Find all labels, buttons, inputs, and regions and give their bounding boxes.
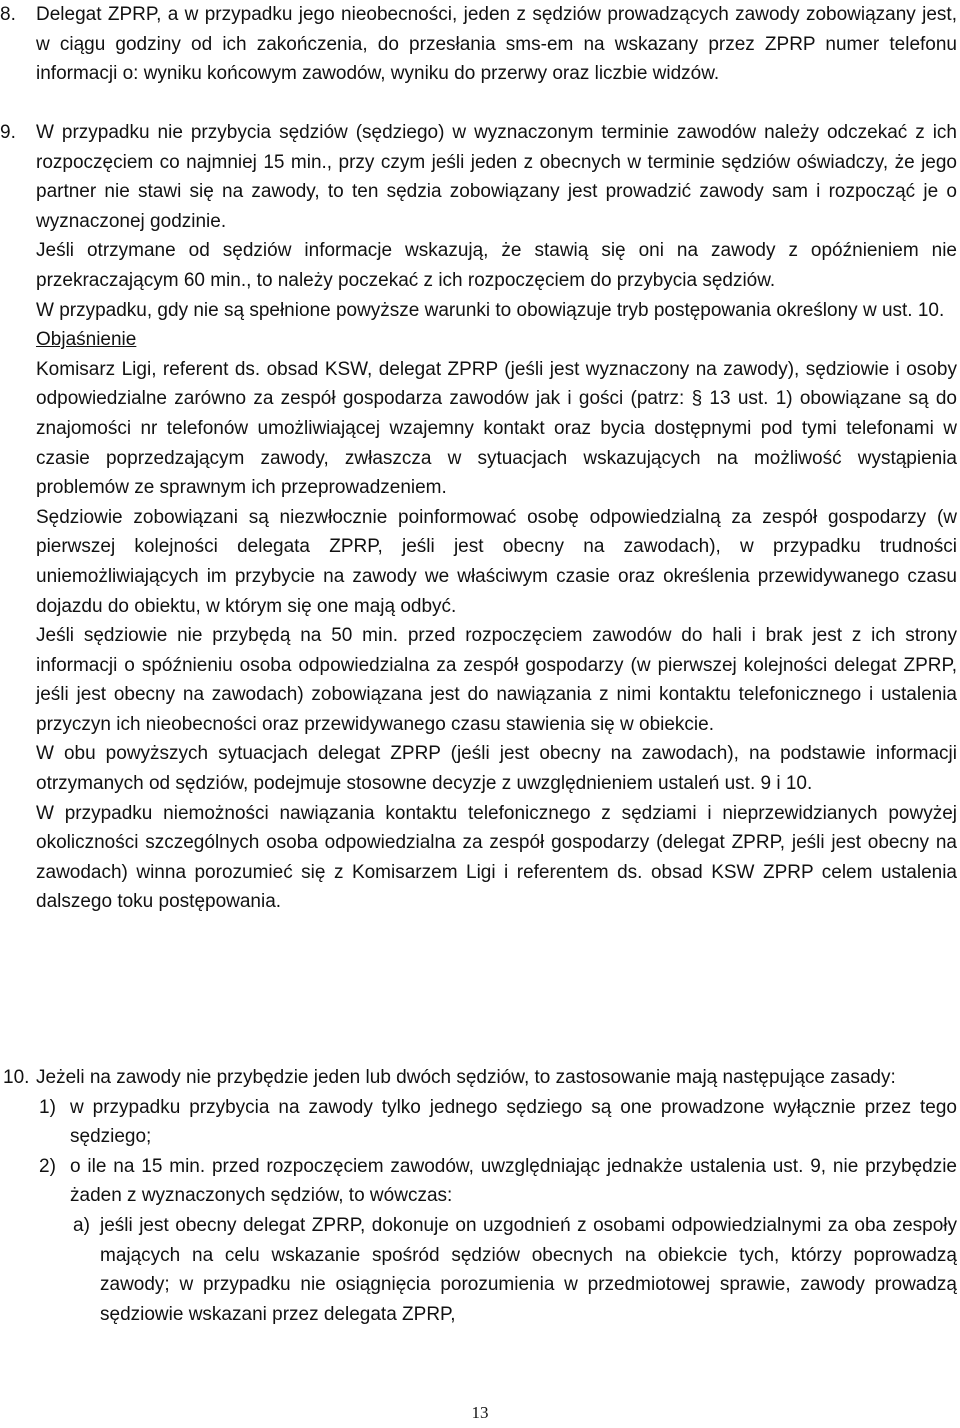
explanation-paragraph: W przypadku niemożności nawiązania kontaktu telefonicznego z sędziami i nieprzewidzianych powyżej okoliczności szczególnych osoba odpowiedzialna za zespół gospodarzy (delegat ZPRP, jeśli jest obecny na zawodach) winna porozumieć się z Komisarzem Ligi i referentem ds. obsad KSW ZPRP celem ustalenia dalszego toku postępowania. bbox=[36, 802, 957, 913]
explanation-heading: Objaśnienie bbox=[36, 329, 137, 351]
section-item-9 bbox=[0, 118, 960, 917]
section-item-10 bbox=[0, 1063, 960, 1329]
sub-sub-item-number: a) bbox=[73, 1214, 90, 1236]
item-paragraph: W przypadku nie przybycia sędziów (sędziego) w wyznaczonym terminie zawodów należy odczekać z ich rozpoczęciem co najmniej 15 min., przy czym jeśli jeden z obecnych w terminie sędziów oświadczy, że jego partner nie stawi się na zawody, to ten sędzia zobowiązany jest prowadzić zawody sam i rozpocząć je o wyznaczonej godzinie. bbox=[36, 122, 957, 232]
sub-item-text: o ile na 15 min. przed rozpoczęciem zawodów, uwzględniając jednakże ustalenia ust. 9, nie przybędzie żaden z wyznaczonych sędziów, to wówczas: bbox=[70, 1155, 957, 1207]
explanation-paragraph: Jeśli sędziowie nie przybędą na 50 min. przed rozpoczęciem zawodów do hali i brak jest z ich strony informacji o spóźnieniu osoba odpowiedzialna za zespół gospodarzy (w pierwszej kolejności delegat ZPRP, jeśli jest obecny na zawodach) zobowiązana jest do nawiązania z nimi kontaktu telefonicznego i ustalenia przyczyn ich nieobecności oraz przewidywanego czasu stawienia się w obiekcie. bbox=[36, 625, 957, 735]
item-text: Jeżeli na zawody nie przybędzie jeden lub dwóch sędziów, to zastosowanie mają następujące zasady: bbox=[36, 1067, 896, 1088]
item-number: 9. bbox=[0, 122, 16, 143]
sub-sub-item bbox=[70, 1211, 957, 1329]
sub-item-number: 2) bbox=[39, 1155, 56, 1177]
item-paragraph: W przypadku, gdy nie są spełnione powyższe warunki to obowiązuje tryb postępowania określony w ust. 10. bbox=[36, 299, 945, 321]
item-number: 8. bbox=[0, 4, 16, 25]
item-text: Delegat ZPRP, a w przypadku jego nieobecności, jeden z sędziów prowadzących zawody zobowiązany jest, w ciągu godziny od ich zakończenia, do przesłania sms-em na wskazany przez ZPRP numer telefonu informacji o: wyniku końcowym zawodów, wyniku do przerwy oraz liczbie widzów. bbox=[36, 4, 957, 85]
sub-item-number: 1) bbox=[39, 1096, 56, 1118]
item-number: 10. bbox=[3, 1067, 30, 1088]
section-item-8 bbox=[0, 0, 960, 89]
sub-sub-item-text: jeśli jest obecny delegat ZPRP, dokonuje on uzgodnień z osobami odpowiedzialnymi za oba zespoły mających na celu wskazanie spośród sędziów obecnych na obiekcie tych, którzy poprowadzą zawody; w przypadku nie osiągnięcia porozumienia w przedmiotowej sprawie, zawody prowadzą sędziowie wskazani przez delegata ZPRP, bbox=[100, 1214, 957, 1325]
item-paragraph: Jeśli otrzymane od sędziów informacje wskazują, że stawią się oni na zawody z opóźnieniem nie przekraczającym 60 min., to należy poczekać z ich rozpoczęciem do przybycia sędziów. bbox=[36, 240, 957, 291]
explanation-paragraph: Sędziowie zobowiązani są niezwłocznie poinformować osobę odpowiedzialną za zespół gospodarzy (w pierwszej kolejności delegata ZPRP, jeśli jest obecny na zawodach), w przypadku trudności uniemożliwiających im przybycie na zawody we właściwym czasie oraz określenia przewidywanego czasu dojazdu do obiektu, w którym się one mają odbyć. bbox=[36, 506, 957, 617]
explanation-paragraph: Komisarz Ligi, referent ds. obsad KSW, delegat ZPRP (jeśli jest wyznaczony na zawody), sędziowie i osoby odpowiedzialne zarówno za zespół gospodarza zawodów jak i gości (patrz: § 13 ust. 1) obowiązane są do znajomości nr telefonów umożliwiającej wzajemny kontakt oraz bycia dostępnymi pod tymi telefonami w czasie poprzedzającym zawody, zwłaszcza w sytuacjach wskazujących na możliwość wystąpienia problemów ze sprawnym ich przeprowadzeniem. bbox=[36, 358, 957, 499]
page-number: 13 bbox=[471, 1403, 489, 1422]
sub-item bbox=[36, 1152, 957, 1330]
explanation-paragraph: W obu powyższych sytuacjach delegat ZPRP (jeśli jest obecny na zawodach), na podstawie informacji otrzymanych od sędziów, podejmuje stosowne decyzje z uwzględnieniem ustaleń ust. 9 i 10. bbox=[36, 743, 957, 795]
sub-item bbox=[36, 1093, 957, 1152]
sub-item-text: w przypadku przybycia na zawody tylko jednego sędziego są one prowadzone wyłącznie przez tego sędziego; bbox=[70, 1096, 957, 1148]
